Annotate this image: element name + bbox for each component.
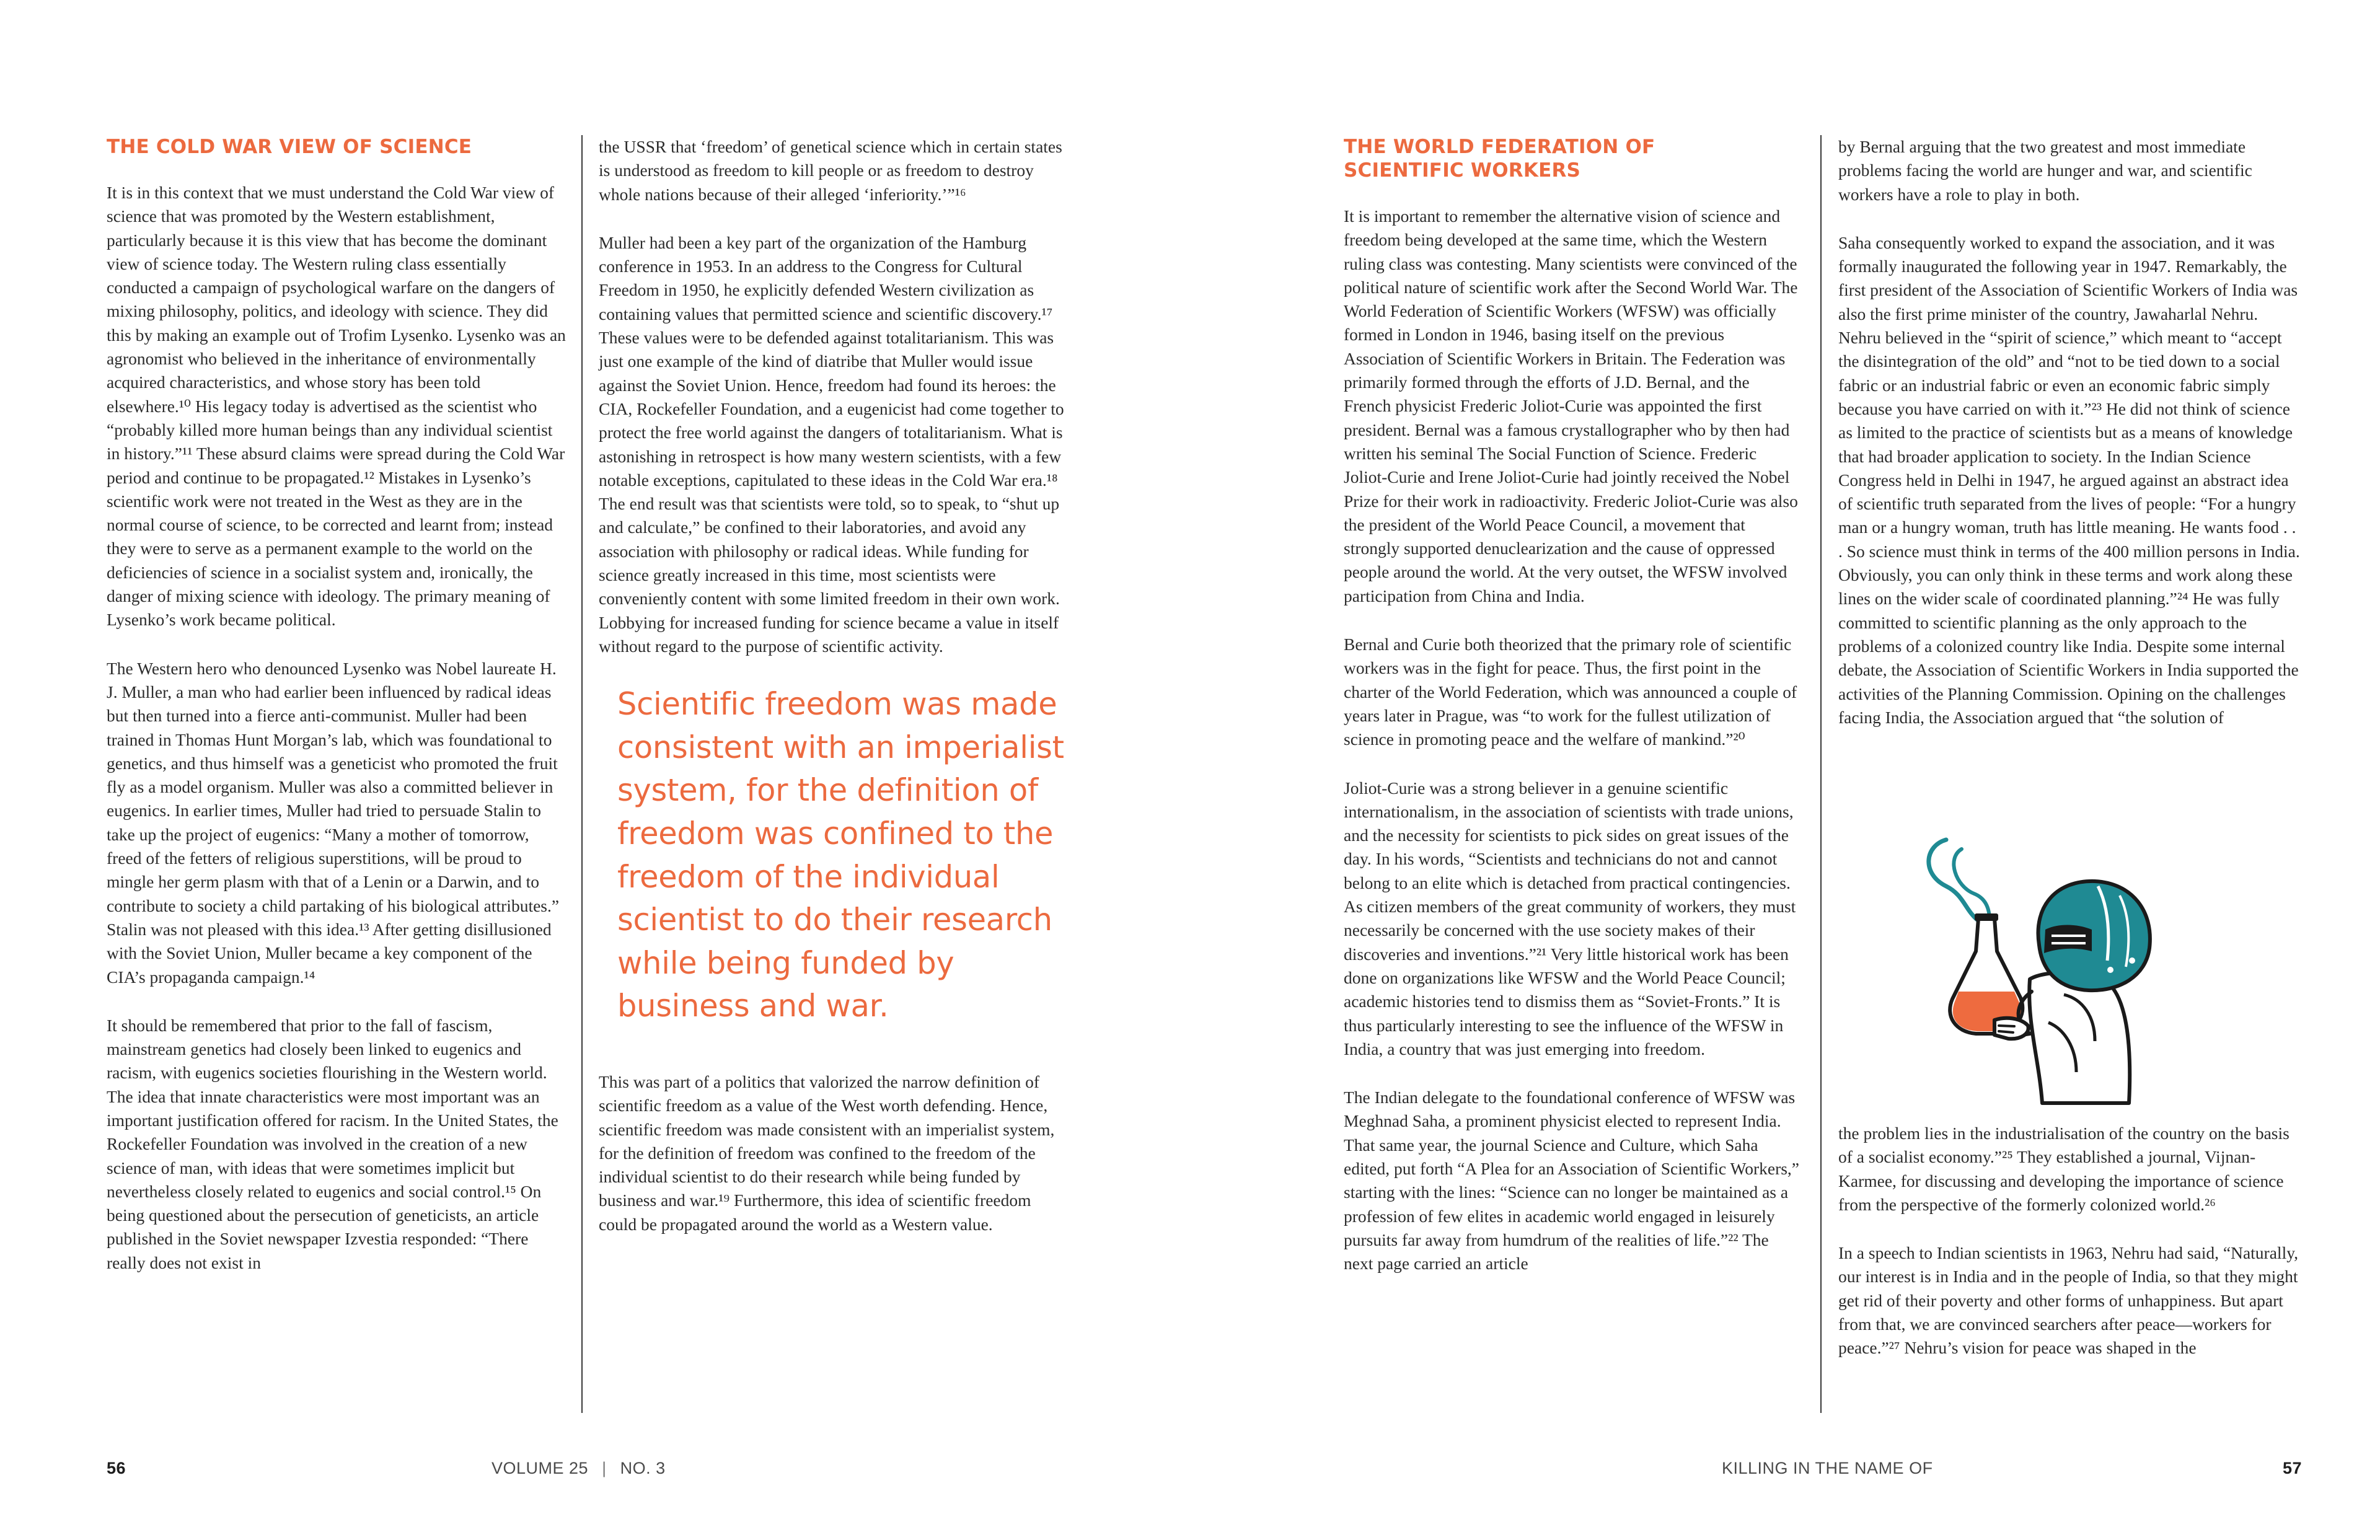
paragraph: In a speech to Indian scientists in 1963, Nehru had said, “Naturally, our interest is in India and in the people of India, so that they might get rid of their poverty and other forms of unhappiness. But apart from that, we are convinced searchers after peace—workers for peace.”²⁷ Nehru’s vision for peace was shaped in the [1838,1243,2299,1358]
page-number: 56 [107,1459,126,1477]
section-heading: THE COLD WAR VIEW OF SCIENCE [107,136,472,158]
paragraph: by Bernal arguing that the two greatest and most immediate problems facing the world are hunger and war, and scientific workers have a role to play in both. [1838,137,2252,204]
paragraph: This was part of a politics that valorized the narrow definition of scientific freedom as a value of the West worth defending. Hence, scientific freedom was made consistent with an imperialist system, for the definition of freedom was confined to the freedom of the individual scientist to do their research while being funded by business and war.¹⁹ Furthermore, this idea of scientific freedom could be propagated around the world as a Western value. [599,1071,1055,1234]
heading-line: THE WORLD FEDERATION OF [1344,136,1655,158]
folio-right [2283,1458,2302,1479]
left-column-1 [107,135,568,1275]
right-column-2 [1838,135,2304,729]
paragraph: the USSR that ‘freedom’ of genetical science which in certain states is understood as freedom to kill people or as freedom to destroy whole nations because of their alleged ‘inferiority.’”¹⁶ [599,137,1062,204]
section-heading [1344,135,1800,182]
issue-info [491,1458,666,1479]
knight-scientist-holding-flask-icon [1921,837,2182,1109]
paragraph: It is in this context that we must understand the Cold War view of science that was promoted by the Western establishment, particularly because it is this view that has become the dominant view of science today. The Western ruling class essentially conducted a campaign of psychological warfare on the dangers of mixing philosophy, politics, and ideology with science. They did this by making an example out of Trofim Lysenko. Lysenko was an agronomist who believed in the inheritance of environmentally acquired characteristics, and whose story has been told elsewhere.¹⁰ His legacy today is advertised as the scientist who “probably killed more human beings than any individual scientist in history.”¹¹ These absurd claims were spread during the Cold War period and continue to be propagated.¹² Mistakes in Lysenko’s scientific work were not treated in the West as they are in the normal course of science, to be corrected and learnt from; instead they were to serve as a permanent example to the world on the deficiencies of science in a socialist system and, ironically, the danger of mixing science with ideology. The primary meaning of Lysenko’s work became political. [107,183,566,630]
right-column-1 [1344,135,1800,1275]
page-number: 57 [2283,1459,2303,1477]
pull-quote: Scientific freedom was made consistent with an imperialist system, for the definition of freedom was confined to the freedom of the individual scientist to do their research while being funded by business and war. [617,686,1064,1024]
paragraph: It is important to remember the alternative vision of science and freedom being developed at the same time, which the Western ruling class was contesting. Many scientists were convinced of the political nature of scientific work after the Second World War. The World Federation of Scientific Workers (WFSW) was officially formed in London in 1946, basing itself on the previous Association of Scientific Workers in Britain. The Federation was primarily formed through the efforts of J.D. Bernal, and the French physicist Frederic Joliot-Curie was appointed the first president. Bernal was a famous crystallographer who by then had written his seminal The Social Function of Science. Frederic Joliot-Curie and Irene Joliot-Curie had jointly received the Nobel Prize for their work in radioactivity. Frederic Joliot-Curie was also the president of the World Peace Council, a movement that strongly supported denuclearization and the cause of oppressed people around the world. At the very outset, the WFSW involved participation from China and India. [1344,206,1798,605]
volume-label: VOLUME 25 [491,1459,589,1477]
paragraph: Saha consequently worked to expand the association, and it was formally inaugurated the following year in 1947. Remarkably, the first president of the Association of Scientific Workers of India was also the first prime minister of the country, Jawaharlal Nehru. Nehru believed in the “spirit of science,” which meant to “accept the disintegration of the old” and “not to be tied down to a social fabric or an industrial fabric or even an economic fabric simply because you have carried on with it.”²³ He did not think of science as limited to the practice of scientists but as a means of knowledge that had broader application to society. In the Indian Science Congress held in Delhi in 1947, he argued against an abstract idea of scientific truth separated from the lives of people: “For a hungry man or a hungry woman, truth has little meaning. He wants food . . . So science must think in terms of the 400 million persons in India. Obviously, you can only think in these terms and work along these lines on the wider scale of coordinated planning.”²⁴ He was fully committed to scientific planning as the only approach to the problems of a colonized country like India. Despite some internal debate, the Association of Scientific Workers in India supported the activities of the Planning Commission. Opining on the challenges facing India, the Association argued that “the solution of [1838,232,2300,727]
paragraph: The Indian delegate to the foundational conference of WFSW was Meghnad Saha, a prominent physicist elected to represent India. That same year, the journal Science and Culture, which Saha edited, put forth “A Plea for an Association of Scientific Workers,” starting with the lines: “Science can no longer be maintained as a profession of few elites in academic world engaged in leisurely pursuits far away from humdrum of the realities of life.”²² The next page carried an article [1344,1088,1800,1274]
paragraph: It should be remembered that prior to the fall of fascism, mainstream genetics had closely been linked to eugenics and racism, with eugenics societies flourishing in the Western world. The idea that innate characteristics were most important was an important justification offered for racism. In the United States, the Rockefeller Foundation was involved in the creation of a new science of man, with ideas that were sometimes implicit but nevertheless closely related to eugenics and social control.¹⁵ On being questioned about the persecution of geneticists, an article published in the Soviet newspaper Izvestia responded: “There really does not exist in [107,1015,558,1272]
column-rule [1820,135,1822,1413]
right-page [1190,0,2380,1540]
paragraph: Joliot-Curie was a strong believer in a genuine scientific internationalism, in the association of scientists with trade unions, and the necessity for scientists to pick sides on great issues of the day. In his words, “Scientists and technicians do not and cannot belong to an elite which is detached from practical contingencies. As citizen members of the great community of workers, they must necessarily be concerned with the use society makes of their discoveries and inventions.”²¹ Very little historical work has been done on organizations like WFSW and the World Peace Council; academic histories tend to dismiss them as “Soviet-Fronts.” It is thus particularly interesting to see the influence of the WFSW in India, a country that was just emerging into freedom. [1344,778,1796,1058]
right-column-2-continued [1838,1122,2304,1360]
column-rule [581,135,583,1413]
footer-separator: | [602,1459,607,1477]
paragraph: the problem lies in the industrialisation of the country on the basis of a socialist economy.”²⁵ They established a journal, Vijnan-Karmee, for discussing and developing the importance of science from the perspective of the formerly colonized world.²⁶ [1838,1124,2290,1214]
paragraph: The Western hero who denounced Lysenko was Nobel laureate H. J. Muller, a man who had earlier been influenced by radical ideas but then turned into a fierce anti-communist. Muller had been trained in Thomas Hunt Morgan’s lab, which was foundational to genetics, and thus himself was a geneticist who promoted the fruit fly as a model organism. Muller was also a committed believer in eugenics. In earlier times, Muller had tried to persuade Stalin to take up the project of eugenics: “Many a mother of tomorrow, freed of the fetters of religious superstitions, will be proud to mingle her germ plasm with that of a Lenin or a Darwin, and to contribute to society a child partaking of his biological attributes.” Stalin was not pleased with this idea.¹³ After getting disillusioned with the Soviet Union, Muller became a key component of the CIA’s propaganda campaign.¹⁴ [107,658,560,987]
folio-left [107,1458,126,1479]
running-title: KILLING IN THE NAME OF [1722,1459,1933,1477]
paragraph: Bernal and Curie both theorized that the primary role of scientific workers was in the fight for peace. Thus, the first point in the charter of the World Federation, which was announced a couple of years later in Prague, was “to work for the fullest utilization of science in promoting peace and the welfare of mankind.”²⁰ [1344,635,1797,749]
heading-line: SCIENTIFIC WORKERS [1344,159,1581,182]
left-column-2 [599,135,1065,1236]
issue-label: NO. 3 [620,1459,666,1477]
paragraph: Muller had been a key part of the organization of the Hamburg conference in 1953. In an address to the Congress for Cultural Freedom in 1950, he explicitly defended Western civilization as containing values that permitted science and scientific discovery.¹⁷ These values were to be defended against totalitarianism. This was just one example of the kind of diatribe that Muller would issue against the Soviet Union. Hence, freedom had found its heroes: the CIA, Rockefeller Foundation, and a eugenicist had come together to protect the free world against the dangers of totalitarianism. What is astonishing in retrospect is how many western scientists, with a few notable exceptions, capitulated to these ideas in the Cold War era.¹⁸ The end result was that scientists were told, so to speak, to “shut up and calculate,” be confined to their laboratories, and avoid any association with philosophy or radical ideas. While funding for science greatly increased in this time, most scientists were conveniently content with some limited freedom in their own work. Lobbying for increased funding for science became a value in itself without regard to the purpose of scientific activity. [599,232,1064,656]
